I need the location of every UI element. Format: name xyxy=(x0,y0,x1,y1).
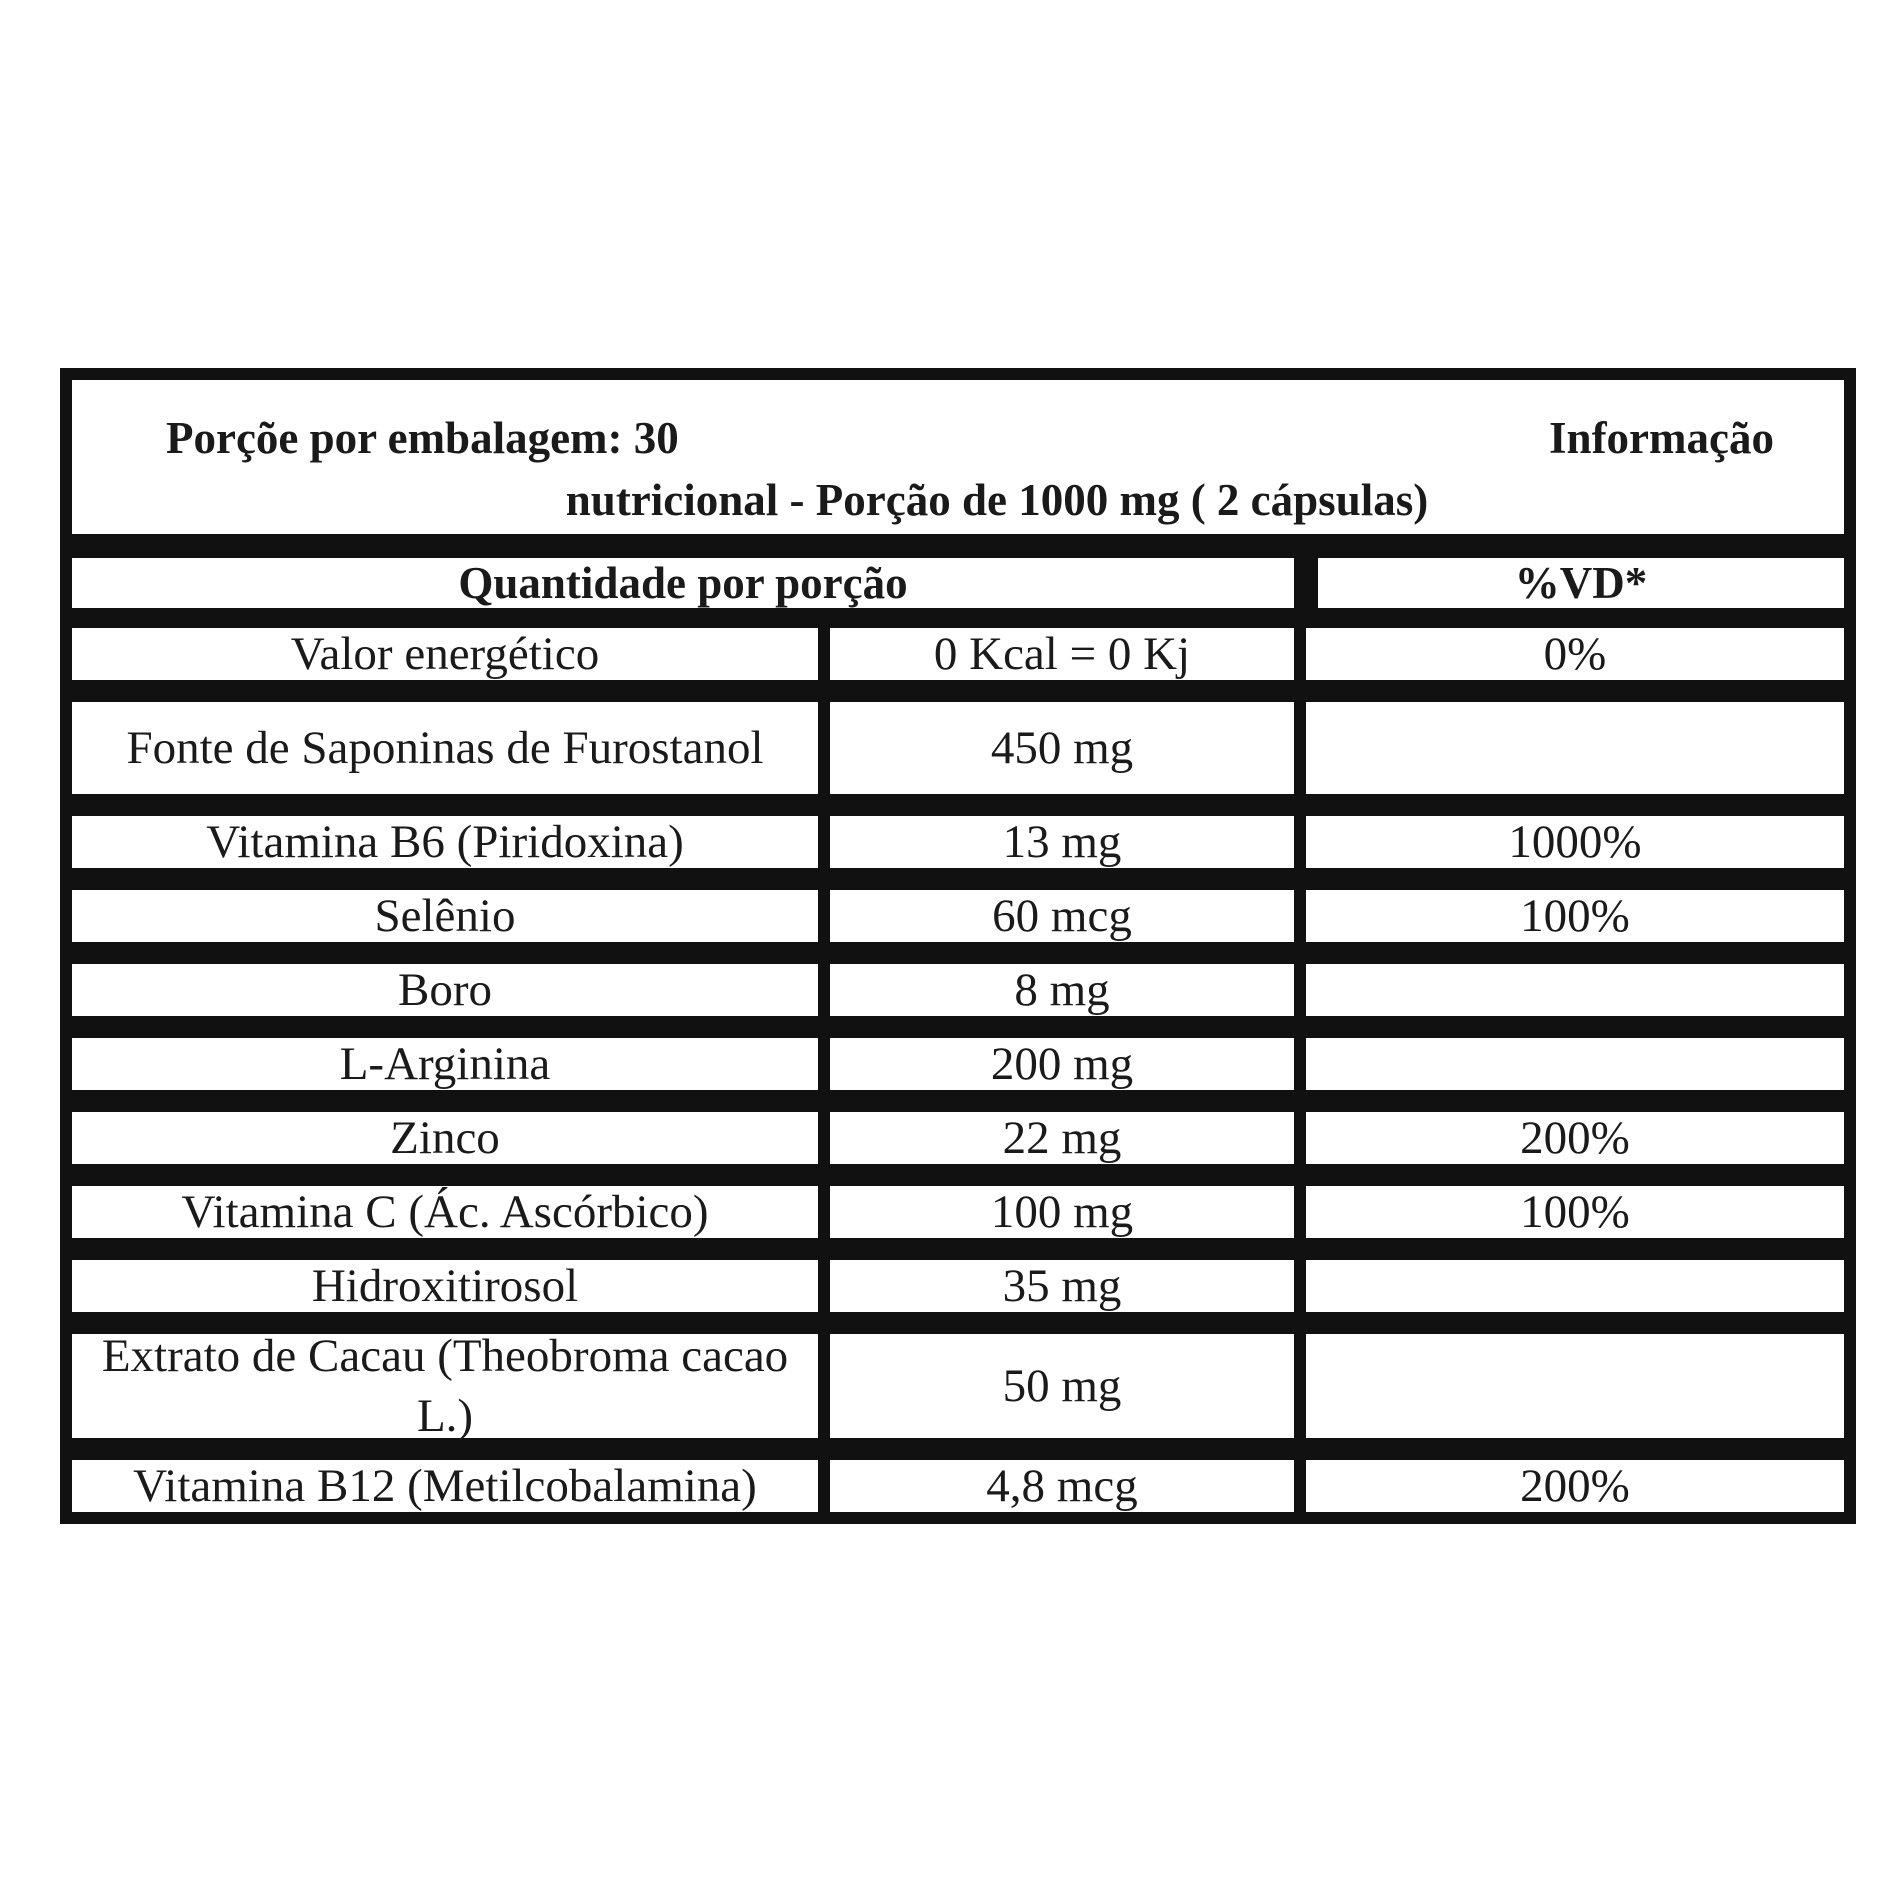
nutrient-name: Valor energético xyxy=(60,616,830,692)
column-header-daily-value: %VD* xyxy=(1306,546,1856,620)
nutrient-amount: 450 mg xyxy=(818,690,1306,806)
nutrient-daily-value: 1000% xyxy=(1294,804,1856,880)
header-line-1 xyxy=(166,408,1774,468)
nutrient-daily-value xyxy=(1294,1322,1856,1450)
nutrient-amount: 35 mg xyxy=(818,1248,1306,1324)
nutrient-name: Selênio xyxy=(60,878,830,954)
nutrient-daily-value: 200% xyxy=(1294,1448,1856,1524)
nutrient-name: Vitamina C (Ác. Ascórbico) xyxy=(60,1174,830,1250)
nutrient-daily-value xyxy=(1294,690,1856,806)
header-subtitle: nutricional - Porção de 1000 mg ( 2 cápsulas) xyxy=(565,475,1429,525)
nutrient-name: Zinco xyxy=(60,1100,830,1176)
nutrient-name: Hidroxitirosol xyxy=(60,1248,830,1324)
nutrient-name: Vitamina B12 (Metilcobalamina) xyxy=(60,1448,830,1524)
nutrient-amount: 200 mg xyxy=(818,1026,1306,1102)
nutrient-name: Boro xyxy=(60,952,830,1028)
header-title-right: Informação xyxy=(1549,413,1774,463)
nutrient-daily-value xyxy=(1294,1026,1856,1102)
nutrient-daily-value: 200% xyxy=(1294,1100,1856,1176)
nutrient-amount: 100 mg xyxy=(818,1174,1306,1250)
nutrient-daily-value: 100% xyxy=(1294,1174,1856,1250)
nutrient-amount: 13 mg xyxy=(818,804,1306,880)
nutrient-daily-value xyxy=(1294,1248,1856,1324)
column-header-amount: Quantidade por porção xyxy=(60,546,1306,620)
nutrient-name: Extrato de Cacau (Theobroma cacao L.) xyxy=(60,1322,830,1450)
nutrient-daily-value xyxy=(1294,952,1856,1028)
nutrient-name: Vitamina B6 (Piridoxina) xyxy=(60,804,830,880)
nutrient-amount: 22 mg xyxy=(818,1100,1306,1176)
nutrient-daily-value: 0% xyxy=(1294,616,1856,692)
nutrient-amount: 60 mcg xyxy=(818,878,1306,954)
servings-per-package: Porçõe por embalagem: 30 xyxy=(166,413,679,463)
table-header xyxy=(60,368,1856,546)
nutrient-amount: 4,8 mcg xyxy=(818,1448,1306,1524)
nutrient-name: L-Arginina xyxy=(60,1026,830,1102)
nutrient-name: Fonte de Saponinas de Furostanol xyxy=(60,690,830,806)
nutrient-amount: 8 mg xyxy=(818,952,1306,1028)
nutrient-amount: 0 Kcal = 0 Kj xyxy=(818,616,1306,692)
nutrient-amount: 50 mg xyxy=(818,1322,1306,1450)
nutrient-daily-value: 100% xyxy=(1294,878,1856,954)
